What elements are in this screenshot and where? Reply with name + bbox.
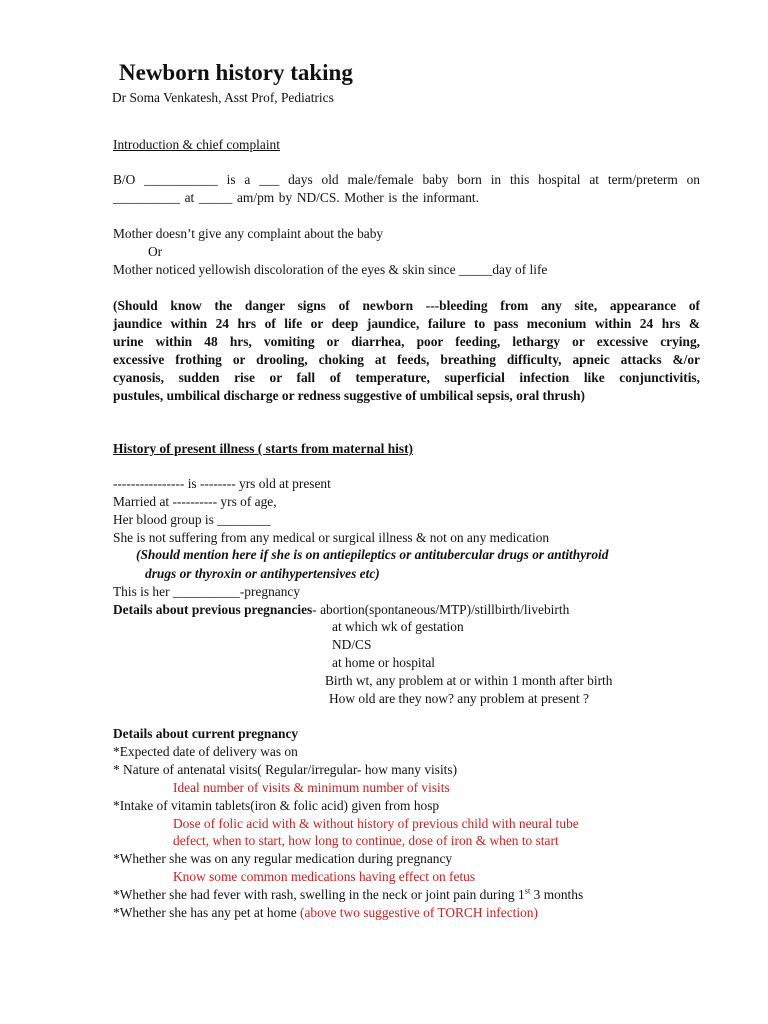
previous-pregnancy-item: at home or hospital <box>332 655 436 670</box>
vitamin-note-line-1: Dose of folic acid with & without history of previous child with neural tube <box>173 816 579 831</box>
danger-signs-line-3: urine within 48 hrs, vomiting or diarrhea, poor feeding, lethargy or excessive crying, <box>113 334 700 349</box>
pregnancy-number: This is her __________-pregnancy <box>113 584 301 599</box>
danger-signs-line-4: excessive frothing or drooling, choking at feeds, breathing difficulty, apneic attacks &/or <box>113 352 700 367</box>
danger-signs-line-5: cyanosis, sudden rise or fall of temperature, superficial infection like conjunctivitis, <box>113 370 700 385</box>
vitamin-note-line-2: defect, when to start, how long to continue, dose of iron & when to start <box>173 833 559 848</box>
married-age: Married at ---------- yrs of age, <box>113 494 277 509</box>
complaint-2: Mother noticed yellowish discoloration of the eyes & skin since _____day of life <box>113 262 548 277</box>
fever-rash-superscript: st <box>524 885 531 896</box>
or-text: Or <box>148 244 163 259</box>
previous-pregnancy-item: ND/CS <box>332 637 372 652</box>
mother-age: ---------------- is -------- yrs old at present <box>113 476 331 491</box>
blood-group: Her blood group is ________ <box>113 512 271 527</box>
author-line: Dr Soma Venkatesh, Asst Prof, Pediatrics <box>112 90 334 105</box>
medication-note: Know some common medications having effect on fetus <box>173 869 476 884</box>
medical-illness: She is not suffering from any medical or surgical illness & not on any medication <box>113 530 550 545</box>
pet-row <box>113 904 538 922</box>
previous-pregnancies-row <box>113 601 569 619</box>
previous-pregnancy-item: at which wk of gestation <box>332 619 464 634</box>
intro-line-1: B/O ___________ is a ___ days old male/female baby born in this hospital at term/preterm on <box>113 172 700 187</box>
expected-delivery: *Expected date of delivery was on <box>113 744 298 759</box>
pet-text: *Whether she has any pet at home <box>113 905 301 920</box>
intro-line-2: __________ at _____ am/pm by ND/CS. Mother is the informant. <box>113 190 479 205</box>
section-heading-current-pregnancy: Details about current pregnancy <box>113 726 299 741</box>
previous-pregnancy-item: Birth wt, any problem at or within 1 month after birth <box>325 673 613 688</box>
complaint-1: Mother doesn’t give any complaint about the baby <box>113 226 384 241</box>
danger-signs-line-6: pustules, umbilical discharge or redness suggestive of umbilical sepsis, oral thrush) <box>113 388 585 403</box>
previous-pregnancies-label: Details about previous pregnancies <box>113 602 313 617</box>
previous-pregnancy-item: How old are they now? any problem at present ? <box>329 691 589 706</box>
regular-medication: *Whether she was on any regular medication during pregnancy <box>113 851 453 866</box>
section-heading-intro: Introduction & chief complaint <box>113 137 280 152</box>
previous-pregnancy-item: - abortion(spontaneous/MTP)/stillbirth/livebirth <box>312 602 570 617</box>
section-heading-present-illness: History of present illness ( starts from maternal hist) <box>113 441 414 456</box>
page-title: Newborn history taking <box>119 60 353 85</box>
vitamin-intake: *Intake of vitamin tablets(iron & folic acid) given from hosp <box>113 798 440 813</box>
torch-note: (above two suggestive of TORCH infection) <box>300 905 538 920</box>
danger-signs-line-1: (Should know the danger signs of newborn ---bleeding from any site, appearance of <box>113 298 700 313</box>
antenatal-visits-note: Ideal number of visits & minimum number of visits <box>173 780 450 795</box>
danger-signs-line-2: jaundice within 24 hrs of life or deep jaundice, failure to pass meconium within 24 hrs & <box>113 316 700 331</box>
fever-rash-suffix: 3 months <box>530 887 584 902</box>
fever-rash-text: *Whether she had fever with rash, swelling in the neck or joint pain during 1 <box>113 887 525 902</box>
antenatal-visits: * Nature of antenatal visits( Regular/irregular- how many visits) <box>113 762 458 777</box>
medication-note-line-2: drugs or thyroxin or antihypertensives etc) <box>145 566 380 581</box>
medication-note-line-1: (Should mention here if she is on antiepileptics or antitubercular drugs or antithyroid <box>136 547 609 562</box>
fever-rash-row <box>113 886 583 904</box>
